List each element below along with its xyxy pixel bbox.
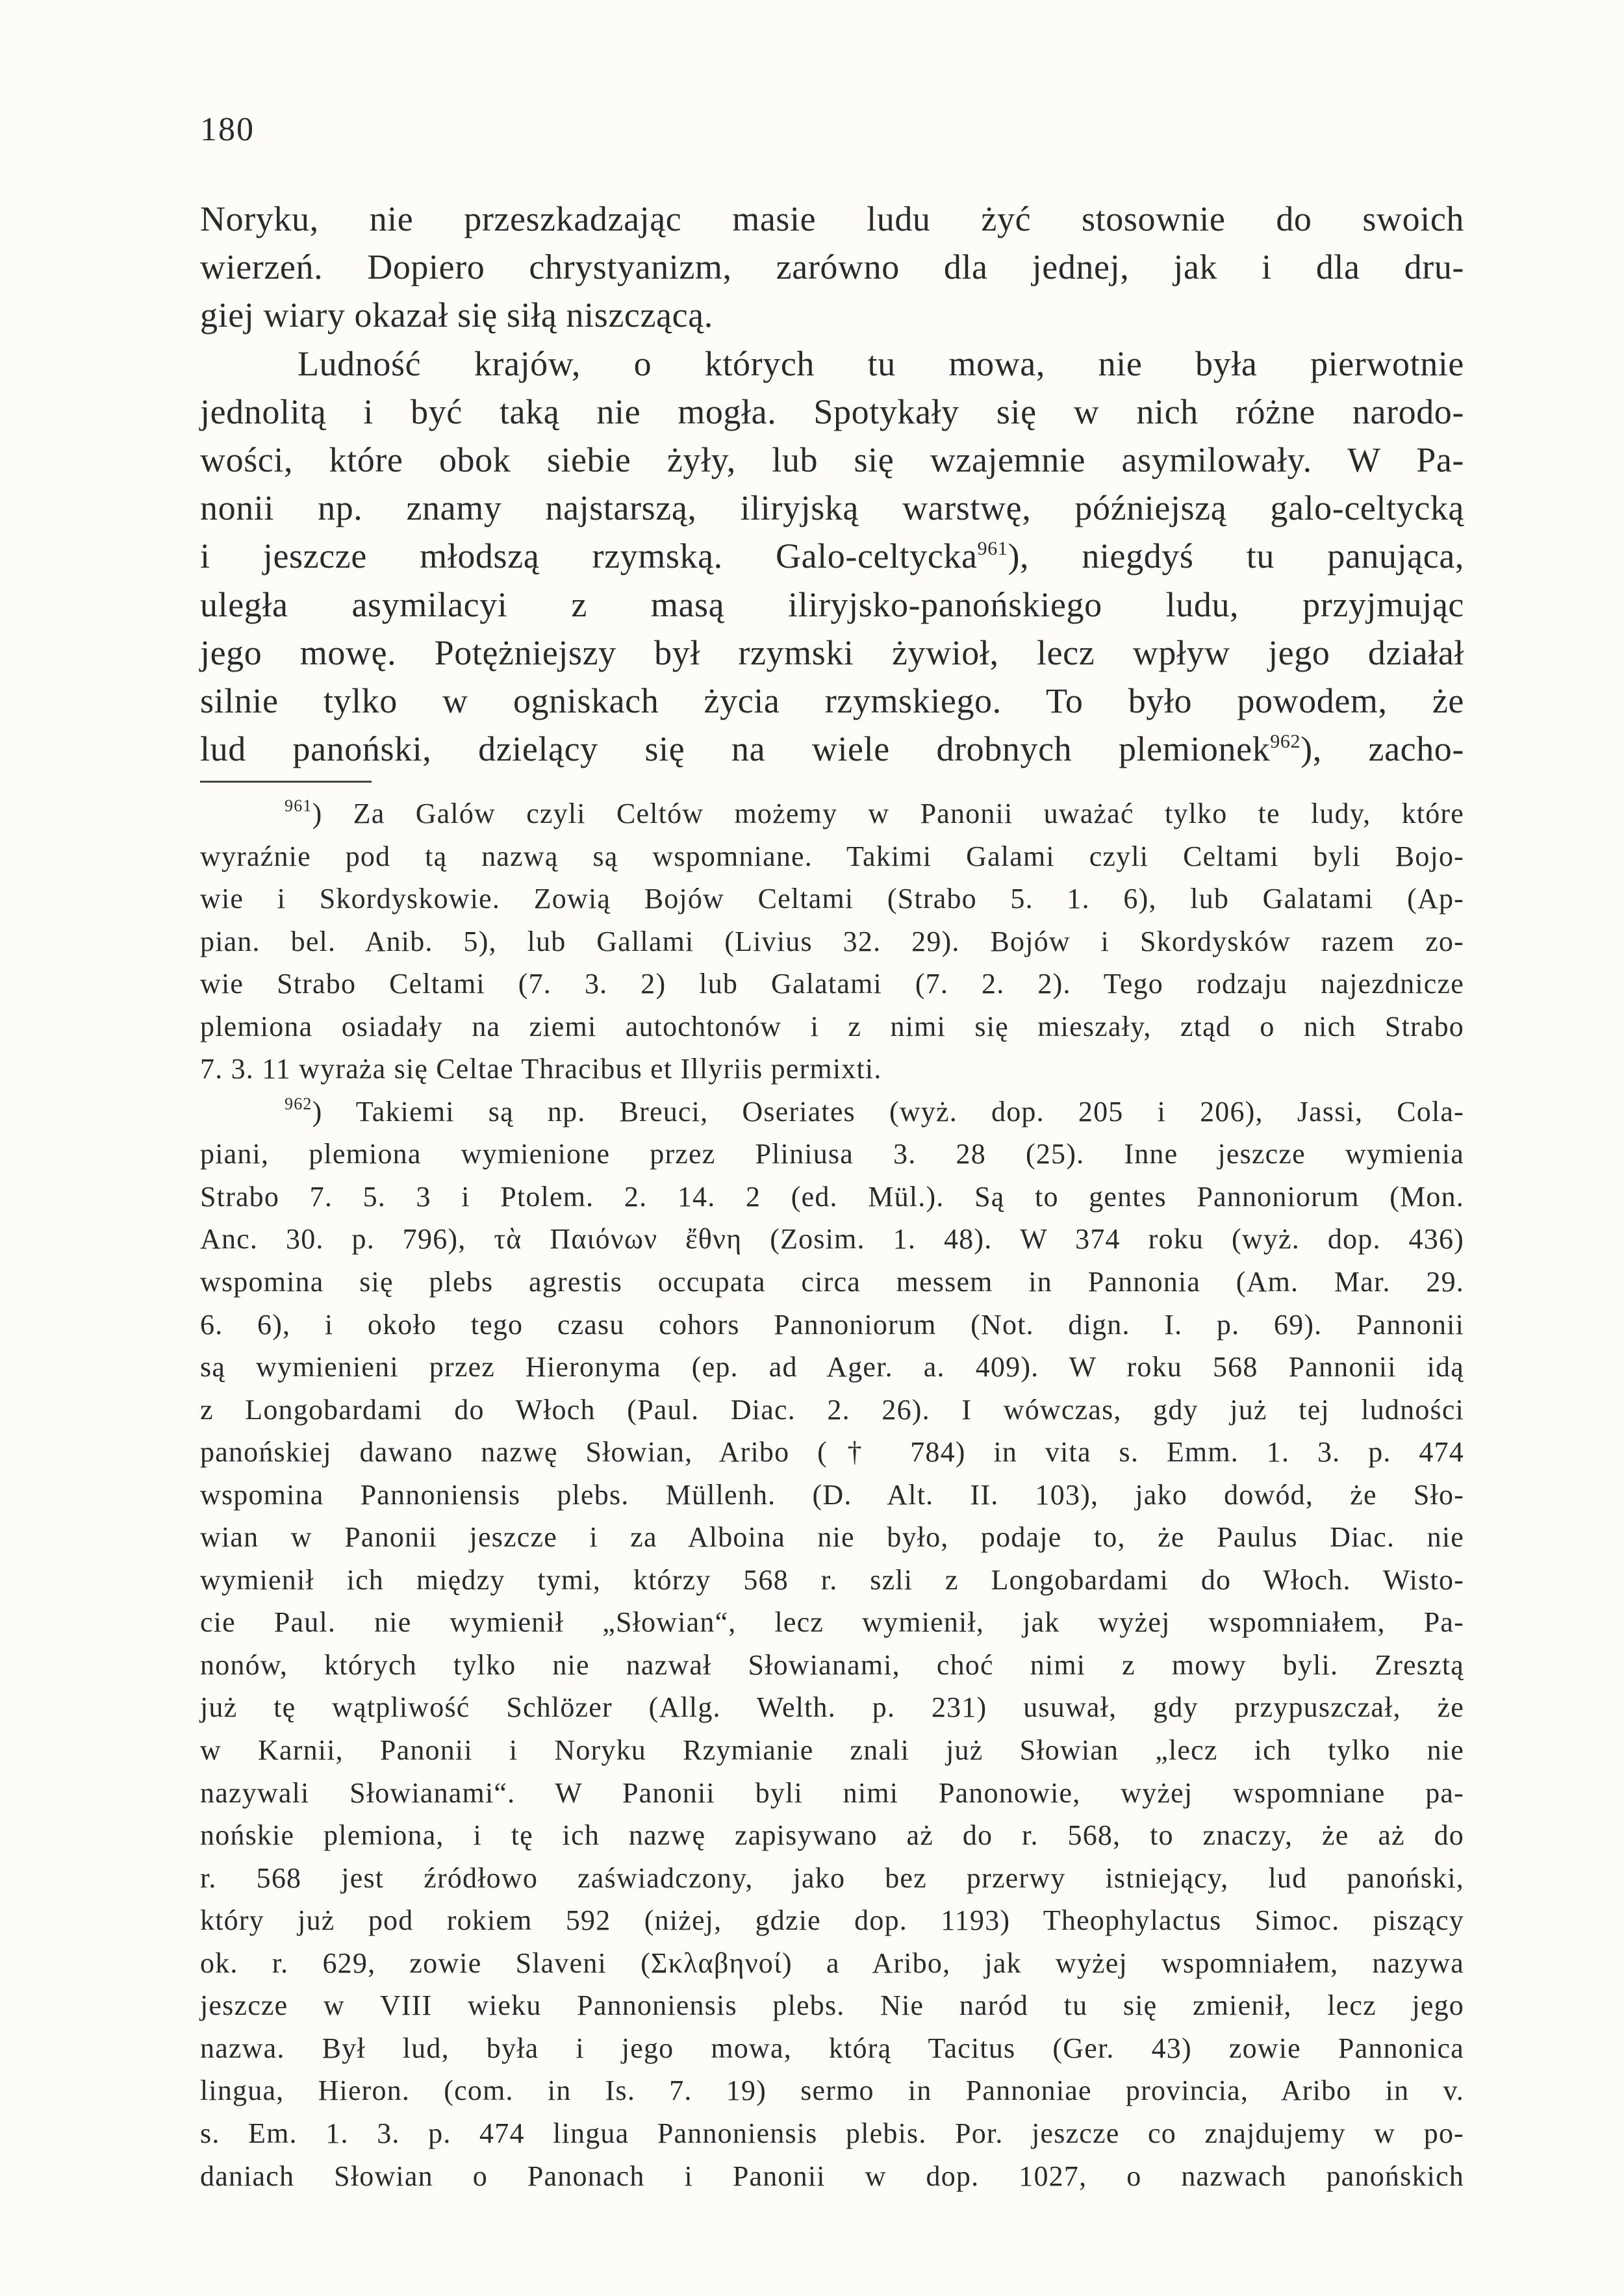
footnote-marker: 962	[285, 1094, 312, 1113]
main-text-text: nonii np. znamy najstarszą, iliryjską warstwę, późniejszą galo-celtycką	[200, 488, 1464, 528]
footnote-line	[200, 963, 1464, 1005]
main-text-text: jednolitą i być taką nie mogła. Spotykały się w nich różne narodo-	[200, 392, 1464, 431]
footnote-text: s. Em. 1. 3. p. 474 lingua Pannoniensis plebis. Por. jeszcze co znajdujemy w po-	[200, 2117, 1464, 2149]
footnote-line	[200, 1857, 1464, 1900]
main-text-line	[200, 532, 1464, 580]
footnote-line	[200, 1431, 1464, 1474]
footnote-line	[200, 1261, 1464, 1304]
footnote-marker: 961	[285, 796, 312, 815]
footnote-text: w Karnii, Panonii i Noryku Rzymianie znali już Słowian „lecz ich tylko nie	[200, 1734, 1464, 1767]
footnote-text: pian. bel. Anib. 5), lub Gallami (Livius 32. 29). Bojów i Skordysków razem zo-	[200, 925, 1464, 957]
footnote-text: Strabo 7. 5. 3 i Ptolem. 2. 14. 2 (ed. Mül.). Są to gentes Pannoniorum (Mon.	[200, 1180, 1464, 1213]
main-text-line	[200, 243, 1464, 291]
main-text-text: jego mowę. Potężniejszy był rzymski żywioł, lecz wpływ jego działał	[200, 633, 1464, 672]
footnote-text: r. 568 jest źródłowo zaświadczony, jako bez przerwy istniejący, lud panoński,	[200, 1861, 1464, 1894]
page-number: 180	[200, 111, 255, 148]
main-text-line	[200, 581, 1464, 629]
footnote-text: który już pod rokiem 592 (niżej, gdzie dop. 1193) Theophylactus Simoc. piszący	[200, 1904, 1464, 1937]
footnote-text: 7. 3. 11 wyraża się Celtae Thracibus et Illyriis permixti.	[200, 1053, 882, 1085]
footnote-line	[200, 2069, 1464, 2112]
footnote-text: są wymienieni przez Hieronyma (ep. ad Ager. a. 409). W roku 568 Pannonii idą	[200, 1351, 1464, 1383]
footnote-line	[200, 1516, 1464, 1559]
footnote-line	[200, 920, 1464, 963]
footnote-line	[200, 1984, 1464, 2027]
footnote-line	[200, 1005, 1464, 1048]
footnote-line	[200, 792, 1464, 835]
footnote-line	[200, 1899, 1464, 1942]
footnote-text: lingua, Hieron. (com. in Is. 7. 19) sermo in Pannoniae provincia, Aribo in v.	[200, 2075, 1464, 2107]
footnote-line	[200, 1729, 1464, 1772]
main-text-line	[200, 291, 1464, 339]
footnote-text: ok. r. 629, zowie Slaveni (Σκλαβηνοί) a Aribo, jak wyżej wspomniałem, nazywa	[200, 1947, 1464, 1979]
main-text-line	[200, 195, 1464, 243]
footnote-line	[200, 1601, 1464, 1644]
footnote-text-cont: ) Za Galów czyli Celtów możemy w Panonii uważać tylko te ludy, które	[312, 798, 1464, 829]
main-text-text: silnie tylko w ogniskach życia rzymskiego. To było powodem, że	[200, 681, 1464, 720]
footnote-line	[200, 1304, 1464, 1346]
footnote-line	[200, 1644, 1464, 1687]
footnote-text: już tę wątpliwość Schlözer (Allg. Welth. p. 231) usuwał, gdy przypuszczał, że	[200, 1691, 1464, 1724]
footnote-line	[200, 835, 1464, 878]
footnote-text: z Longobardami do Włoch (Paul. Diac. 2. 26). I wówczas, gdy już tej ludności	[200, 1393, 1464, 1426]
footnote-text: wian w Panonii jeszcze i za Alboina nie było, podaje to, że Paulus Diac. nie	[200, 1521, 1464, 1554]
footnote-text: cie Paul. nie wymienił „Słowian“, lecz wymienił, jak wyżej wspomniałem, Pa-	[200, 1606, 1464, 1639]
main-text-block	[200, 195, 1464, 773]
footnote-line	[200, 2112, 1464, 2155]
footnote-line	[200, 1091, 1464, 1133]
main-text-line	[200, 484, 1464, 532]
footnote-text: nonów, których tylko nie nazwał Słowianami, choć nimi z mowy byli. Zresztą	[200, 1648, 1464, 1681]
footnote-line	[200, 877, 1464, 920]
footnote-line	[200, 1772, 1464, 1815]
footnote-text: panońskiej dawano nazwę Słowian, Aribo († 784) in vita s. Emm. 1. 3. p. 474	[200, 1436, 1464, 1469]
footnote-text-cont: ) Takiemi są np. Breuci, Oseriates (wyż. dop. 205 i 206), Jassi, Cola-	[312, 1095, 1464, 1128]
footnote-text: daniach Słowian o Panonach i Panonii w dop. 1027, o nazwach panońskich	[200, 2160, 1464, 2192]
footnote-line	[200, 1048, 1464, 1091]
footnote-line	[200, 1389, 1464, 1432]
footnote-text: nazwa. Był lud, była i jego mowa, którą Tacitus (Ger. 43) zowie Pannonica	[200, 2032, 1464, 2064]
main-text-text: i jeszcze młodszą rzymską. Galo-celtycka	[200, 536, 978, 576]
footnote-line	[200, 1176, 1464, 1218]
main-text-text: Noryku, nie przeszkadzając masie ludu żyć stosownie do swoich	[200, 199, 1464, 238]
footnote-separator	[200, 781, 372, 783]
footnote-line	[200, 1474, 1464, 1517]
footnote-marker: 961	[977, 538, 1008, 560]
footnote-line	[200, 1686, 1464, 1729]
footnote-line	[200, 1218, 1464, 1261]
footnote-text: jeszcze w VIII wieku Pannoniensis plebs. Nie naród tu się zmienił, lecz jego	[200, 1989, 1464, 2022]
footnote-text: plemiona osiadały na ziemi autochtonów i z nimi się mieszały, ztąd o nich Strabo	[200, 1010, 1464, 1042]
footnote-text: wie Strabo Celtami (7. 3. 2) lub Galatami (7. 2. 2). Tego rodzaju najezdnicze	[200, 968, 1464, 1000]
footnote-line	[200, 1133, 1464, 1176]
footnote-line	[200, 2027, 1464, 2070]
footnote-text: wymienił ich między tymi, którzy 568 r. szli z Longobardami do Włoch. Wisto-	[200, 1563, 1464, 1596]
footnote-line	[200, 1559, 1464, 1602]
main-text-text-cont: ), niegdyś tu panująca,	[1008, 536, 1464, 576]
footnote-line	[200, 1814, 1464, 1857]
footnotes-block	[200, 792, 1464, 2197]
footnote-text: wyraźnie pod tą nazwą są wspomniane. Takimi Galami czyli Celtami byli Bojo-	[200, 840, 1464, 872]
footnote-text: Anc. 30. p. 796), τὰ Παιόνων ἔθνη (Zosim. 1. 48). W 374 roku (wyż. dop. 436)	[200, 1223, 1464, 1255]
footnote-line	[200, 1346, 1464, 1389]
main-text-text: uległa asymilacyi z masą iliryjsko-panońskiego ludu, przyjmując	[200, 585, 1464, 624]
footnote-text: wspomina Pannoniensis plebs. Müllenh. (D. Alt. II. 103), jako dowód, że Sło-	[200, 1478, 1464, 1511]
main-text-line	[200, 388, 1464, 436]
main-text-text: wości, które obok siebie żyły, lub się wzajemnie asymilowały. W Pa-	[200, 440, 1464, 479]
footnote-text: wie i Skordyskowie. Zowią Bojów Celtami (Strabo 5. 1. 6), lub Galatami (Ap-	[200, 883, 1464, 915]
main-text-text-cont: ), zacho-	[1300, 729, 1464, 769]
main-text-line	[200, 677, 1464, 725]
footnote-text: nazywali Słowianami“. W Panonii byli nimi Panonowie, wyżej wspomniane pa-	[200, 1776, 1464, 1809]
main-text-line	[200, 629, 1464, 677]
footnote-marker: 962	[1270, 731, 1301, 753]
main-text-text: lud panoński, dzielący się na wiele drobnych plemionek	[200, 729, 1271, 769]
footnote-text: 6. 6), i około tego czasu cohors Pannoniorum (Not. dign. I. p. 69). Pannonii	[200, 1308, 1464, 1341]
footnote-line	[200, 2155, 1464, 2198]
footnote-text: wspomina się plebs agrestis occupata circa messem in Pannonia (Am. Mar. 29.	[200, 1266, 1464, 1298]
main-text-line	[200, 436, 1464, 484]
main-text-text: giej wiary okazał się siłą niszczącą.	[200, 296, 713, 335]
main-text-line	[200, 340, 1464, 388]
footnote-text: nońskie plemiona, i tę ich nazwę zapisywano aż do r. 568, to znaczy, że aż do	[200, 1819, 1464, 1852]
main-text-line	[200, 725, 1464, 773]
footnote-line	[200, 1942, 1464, 1985]
main-text-text: Ludność krajów, o których tu mowa, nie była pierwotnie	[298, 344, 1464, 383]
footnote-text: piani, plemiona wymienione przez Pliniusa 3. 28 (25). Inne jeszcze wymienia	[200, 1138, 1464, 1170]
main-text-text: wierzeń. Dopiero chrystyanizm, zarówno dla jednej, jak i dla dru-	[200, 247, 1464, 287]
